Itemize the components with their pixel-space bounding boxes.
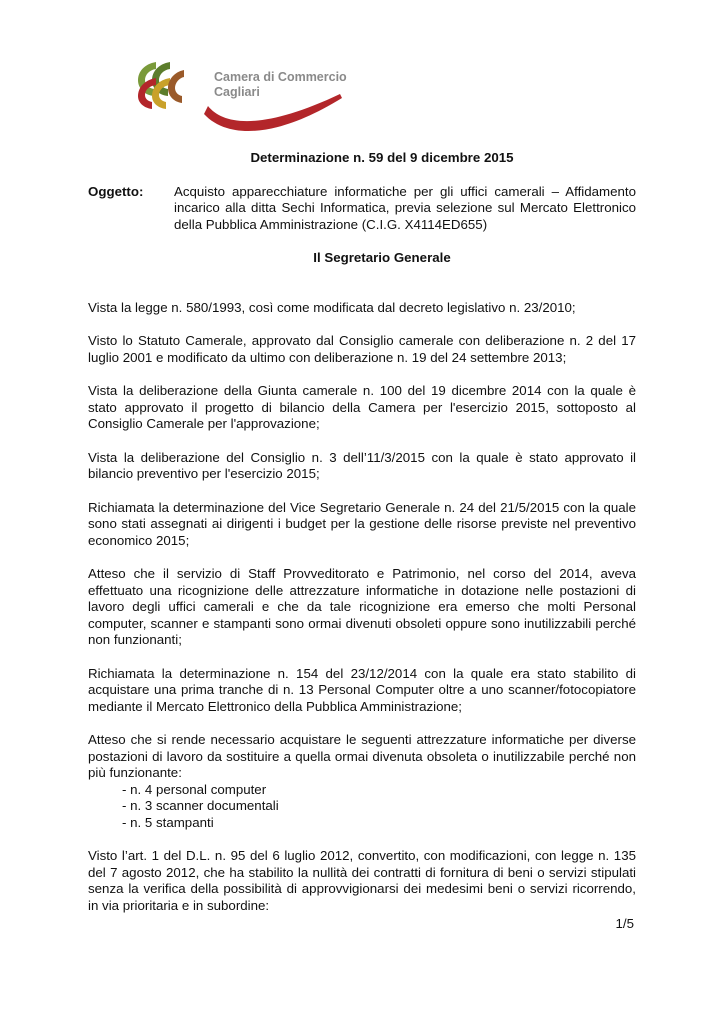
paragraph: Vista la deliberazione della Giunta camerale n. 100 del 19 dicembre 2014 con la quale è stato approvato il progetto di bilancio della Camera per l'esercizio 2015, sottoposto al Consiglio Camerale per l'approvazione;	[88, 383, 636, 431]
list-item: - n. 4 personal computer	[122, 781, 267, 797]
list-item: - n. 3 scanner documentali	[122, 798, 279, 813]
logo-line-2: Cagliari	[214, 85, 260, 99]
paragraph: Vista la deliberazione del Consiglio n. 3 dell’11/3/2015 con la quale è stato approvato il bilancio preventivo per l'esercizio 2015;	[88, 449, 636, 481]
document-body	[88, 150, 636, 914]
paragraph: Atteso che il servizio di Staff Provveditorato e Patrimonio, nel corso del 2014, aveva effettuato una ricognizione delle attrezzature informatiche in dotazione nelle postazioni di lavoro degli uffici camerali e che da tale ricognizione era emerso che molti Personal computer, scanner e stampanti sono ormai divenuti obsoleti oppure sono inutilizzabili perché non funzionanti;	[88, 566, 636, 647]
page-number: 1/5	[615, 916, 634, 931]
object-text: Acquisto apparecchiature informatiche per gli uffici camerali – Affidamento incarico alla ditta Sechi Informatica, previa selezione sul Mercato Elettronico della Pubblica Amministrazione (C.I.G. X4114ED655)	[174, 183, 636, 232]
object-section	[88, 184, 636, 234]
paragraph: Richiamata la determinazione del Vice Segretario Generale n. 24 del 21/5/2015 con la quale sono stati assegnati ai dirigenti i budget per la gestione delle risorse previste nel preventivo economico 2015;	[88, 499, 636, 548]
paragraph: Atteso che si rende necessario acquistare le seguenti attrezzature informatiche per diverse postazioni di lavoro da sostituire a quella ormai divenuta obsoleta o inutilizzabile perché non più funzionante:	[88, 732, 636, 780]
paragraph: Visto lo Statuto Camerale, approvato dal Consiglio camerale con deliberazione n. 2 del 17 luglio 2001 e modificato da ultimo con deliberazione n. 19 del 24 settembre 2013;	[88, 333, 636, 365]
list-item: - n. 5 stampanti	[122, 814, 214, 830]
logo-line-1: Camera di Commercio	[214, 70, 347, 84]
equipment-list	[88, 782, 636, 832]
document-title: Determinazione n. 59 del 9 dicembre 2015	[250, 150, 514, 165]
logo-text	[214, 70, 347, 100]
signer-heading: Il Segretario Generale	[313, 250, 451, 265]
object-label: Oggetto:	[88, 183, 144, 199]
paragraph: Visto l’art. 1 del D.L. n. 95 del 6 luglio 2012, convertito, con modificazioni, con legge n. 135 del 7 agosto 2012, che ha stabilito la nullità dei contratti di fornitura di beni o servizi stipulati senza la verifica della possibilità di approvvigionarsi dei medesimi beni o servizi ricorrendo, in via prioritaria e in subordine:	[88, 848, 636, 913]
paragraph: Richiamata la determinazione n. 154 del 23/12/2014 con la quale era stato stabilito di acquistare una prima tranche di n. 13 Personal Computer oltre a uno scanner/fotocopiatore mediante il Mercato Elettronico della Pubblica Amministrazione;	[88, 665, 636, 714]
camera-commercio-logo	[134, 58, 348, 144]
paragraph: Vista la legge n. 580/1993, così come modificata dal decreto legislativo n. 23/2010;	[88, 299, 576, 315]
